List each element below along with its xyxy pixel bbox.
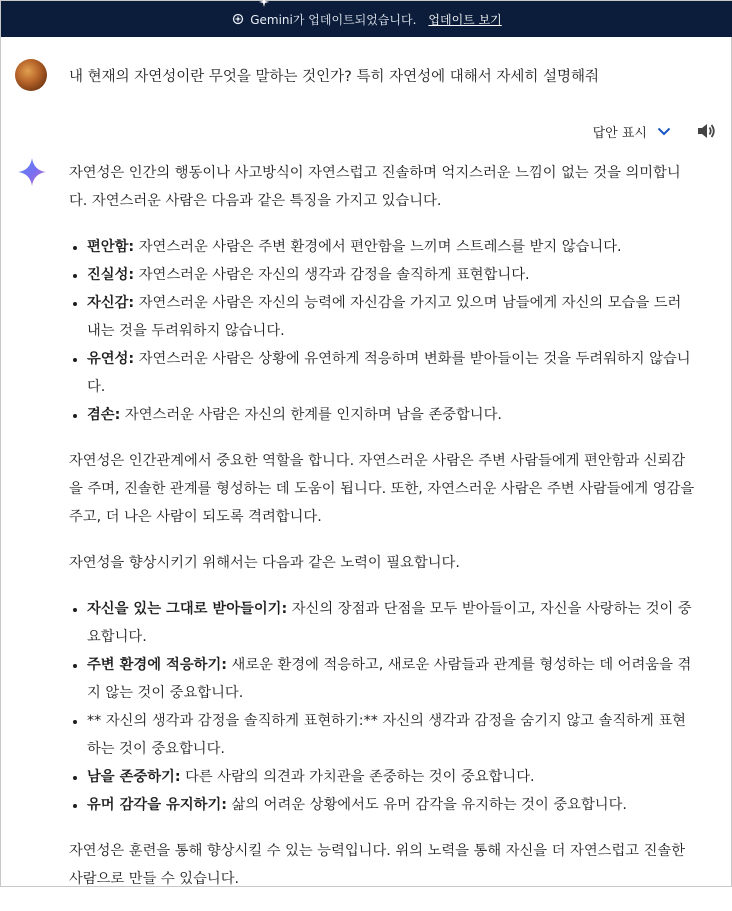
list-item: [87, 707, 695, 763]
answer-paragraph-2: 자연성은 인간관계에서 중요한 역할을 합니다. 자연스러운 사람은 주변 사람들에게 편안함과 신뢰감을 주며, 진솔한 관계를 형성하는 데 도움이 됩니다. 또한, 자연스러운 사람은 주변 사람들에게 영감을 주고, 더 나은 사람이 되도록 격려합니다.: [69, 453, 695, 525]
effort-text: 다른 사람의 의견과 가치관을 존중하는 것이 중요합니다.: [180, 769, 535, 785]
trait-term: 유연성:: [87, 351, 135, 367]
effort-term: 주변 환경에 적응하기:: [87, 657, 227, 673]
update-banner: [1, 1, 732, 37]
list-item: [87, 401, 695, 429]
effort-text: 새로운 환경에 적응하고, 새로운 사람들과 관계를 형성하는 데 어려움을 겪지 않는 것이 중요합니다.: [87, 657, 692, 701]
trait-text: 자연스러운 사람은 자신의 생각과 감정을 솔직하게 표현합니다.: [134, 267, 530, 283]
effort-term: 자신을 있는 그대로 받아들이기:: [87, 601, 288, 617]
list-item: [87, 233, 695, 261]
effort-text: 자신의 장점과 단점을 모두 받아들이고, 자신을 사랑하는 것이 중요합니다.: [87, 601, 692, 645]
trait-text: 자연스러운 사람은 주변 환경에서 편안함을 느끼며 스트레스를 받지 않습니다.: [134, 239, 622, 255]
answer-intro: 자연성은 인간의 행동이나 사고방식이 자연스럽고 진솔하며 억지스러운 느낌이 없는 것을 의미합니다. 자연스러운 사람은 다음과 같은 특징을 가지고 있습니다.: [69, 165, 681, 209]
user-avatar: [15, 59, 47, 91]
answer-paragraph-3: 자연성을 향상시키기 위해서는 다음과 같은 노력이 필요합니다.: [69, 555, 460, 571]
effort-term: 남을 존중하기:: [87, 769, 181, 785]
trait-term: 겸손:: [87, 407, 121, 423]
list-item: [87, 651, 695, 707]
view-update-link[interactable]: 업데이트 보기: [428, 12, 502, 27]
sparkle-top-icon: [259, 0, 269, 7]
list-item: [87, 261, 695, 289]
effort-text: 삶의 어려운 상황에서도 유머 감각을 유지하는 것이 중요합니다.: [226, 797, 627, 813]
effort-text: ** 자신의 생각과 감정을 솔직하게 표현하기:** 자신의 생각과 감정을 숨기지 않고 솔직하게 표현하는 것이 중요합니다.: [87, 713, 686, 757]
efforts-list: [69, 595, 695, 819]
trait-term: 자신감:: [87, 295, 135, 311]
chevron-down-icon: [655, 122, 673, 140]
banner-message: Gemini가 업데이트되었습니다.: [250, 12, 417, 27]
effort-term: 유머 감각을 유지하기:: [87, 797, 227, 813]
speaker-icon[interactable]: [695, 120, 717, 142]
list-item: [87, 289, 695, 345]
list-item: [87, 345, 695, 401]
list-item: [87, 791, 695, 819]
trait-text: 자연스러운 사람은 상황에 유연하게 적응하며 변화를 받아들이는 것을 두려워하지 않습니다.: [87, 351, 691, 395]
show-drafts-label: 답안 표시: [592, 125, 647, 141]
show-drafts-button[interactable]: [593, 122, 673, 141]
trait-text: 자연스러운 사람은 자신의 한계를 인지하며 남을 존중합니다.: [120, 407, 502, 423]
response-toolbar: [593, 120, 717, 142]
trait-term: 진실성:: [87, 267, 135, 283]
trait-term: 편안함:: [87, 239, 135, 255]
traits-list: [69, 233, 695, 429]
user-question: 내 현재의 자연성이란 무엇을 말하는 것인가? 특히 자연성에 대해서 자세히 설명해줘: [69, 69, 600, 85]
response-body: [69, 159, 695, 911]
list-item: [87, 595, 695, 651]
gemini-sparkle-icon: [17, 157, 47, 187]
list-item: [87, 763, 695, 791]
answer-paragraph-4: 자연성은 훈련을 통해 향상시킬 수 있는 능력입니다. 위의 노력을 통해 자신을 더 자연스럽고 진솔한 사람으로 만들 수 있습니다.: [69, 843, 686, 887]
gemini-small-icon: [232, 13, 244, 25]
trait-text: 자연스러운 사람은 자신의 능력에 자신감을 가지고 있으며 남들에게 자신의 모습을 드러내는 것을 두려워하지 않습니다.: [87, 295, 682, 339]
